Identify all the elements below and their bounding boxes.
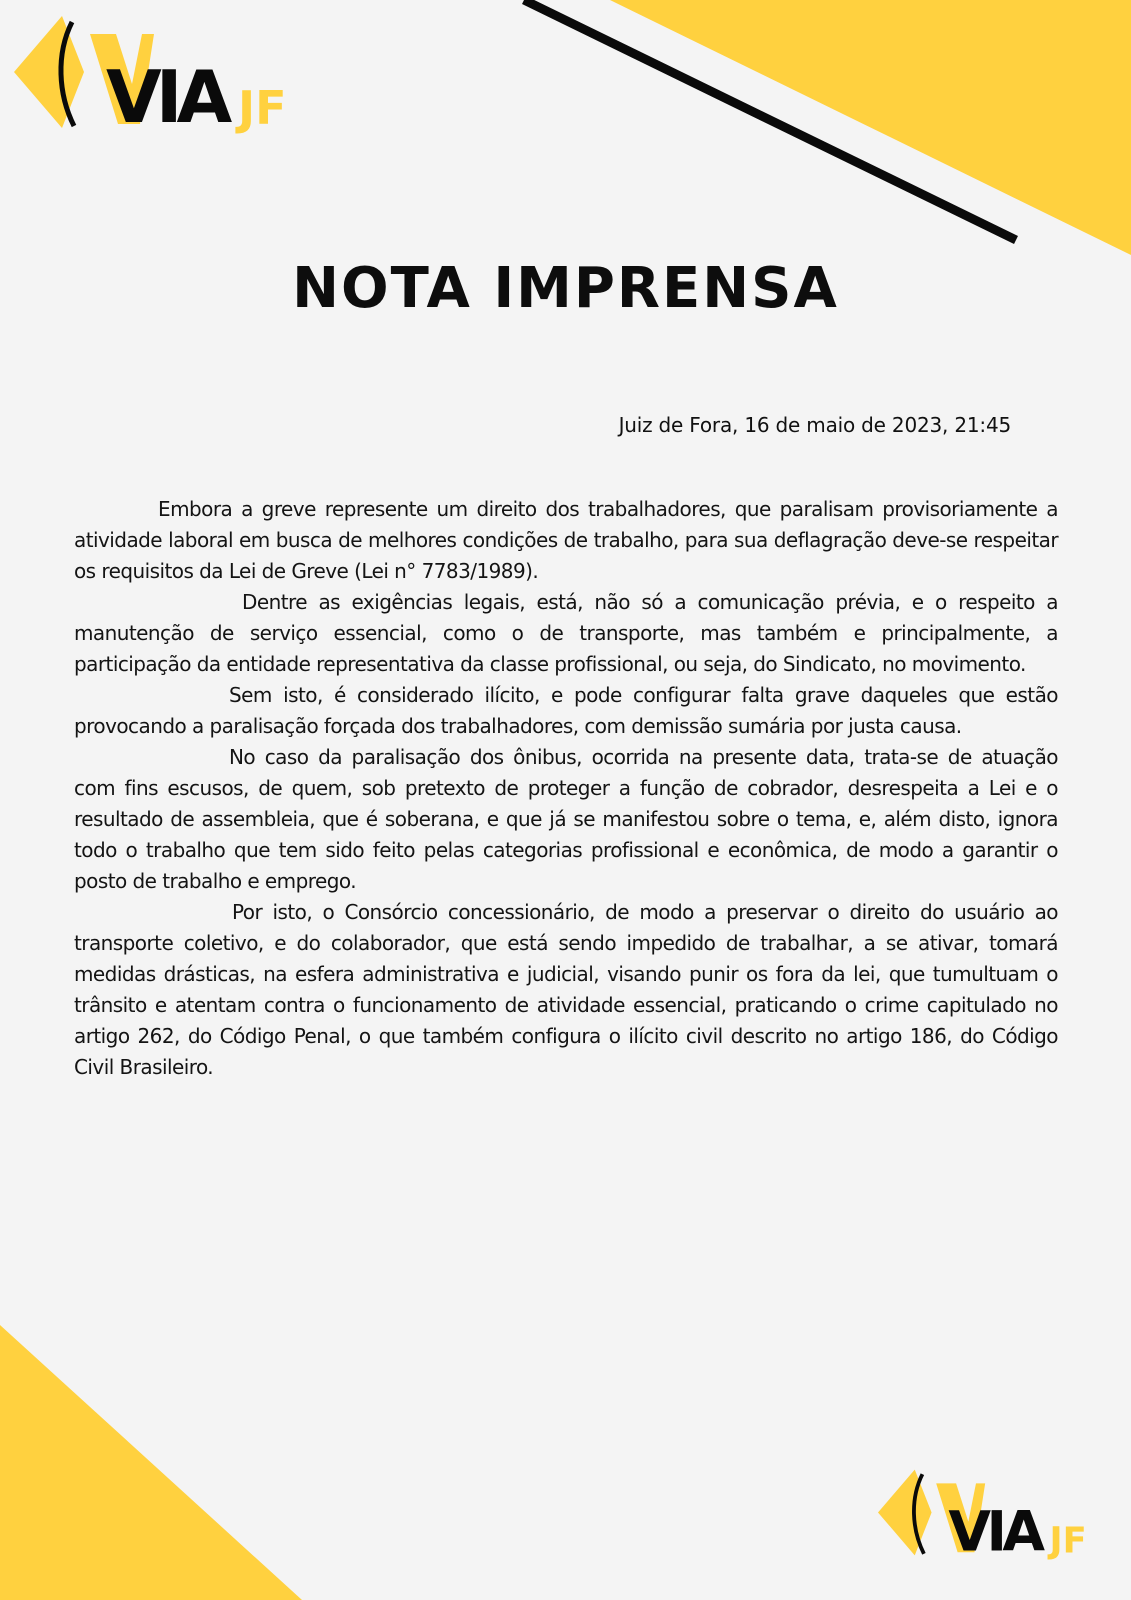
via-jf-logo-top xyxy=(14,14,304,134)
logo-diamond xyxy=(878,1470,932,1556)
paragraph-1: Embora a greve represente um direito dos trabalhadores, que paralisam provisoriamente a atividade laboral em busca de melhores condições de trabalho, para sua deflagração deve-se respeitar os requisitos da Lei de Greve (Lei n° 7783/1989). xyxy=(74,497,1058,583)
logo-diamond xyxy=(14,16,84,128)
dateline: Juiz de Fora, 16 de maio de 2023, 21:45 xyxy=(618,413,1011,437)
page-title: NOTA IMPRENSA xyxy=(292,256,839,321)
paragraph-2: Dentre as exigências legais, está, não só a comunicação prévia, e o respeito a manutenção de serviço essencial, como o de transporte, mas também e principalmente, a participação da entidade representativa da classe profissional, ou seja, do Sindicato, no movimento. xyxy=(74,590,1058,676)
top-right-yellow-triangle xyxy=(610,0,1131,255)
logo-text: VIA xyxy=(948,1499,1041,1560)
paragraph-5: Por isto, o Consórcio concessionário, de modo a preservar o direito do usuário ao transporte coletivo, e do colaborador, que está sendo impedido de trabalhar, a se ativar, tomará medidas drásticas, na esfera administrativa e judicial, visando punir os fora da lei, que tumultuam o trânsito e atentam contra o funcionamento de atividade essencial, praticando o crime capitulado no artigo 262, do Código Penal, o que também configura o ilícito civil descrito no artigo 186, do Código Civil Brasileiro. xyxy=(74,900,1058,1079)
via-jf-logo-bottom xyxy=(878,1468,1100,1560)
logo-text: VIA xyxy=(106,55,227,134)
press-release-body xyxy=(74,494,1058,1083)
logo-suffix: JF xyxy=(238,81,287,134)
paragraph-3: Sem isto, é considerado ilícito, e pode configurar falta grave daqueles que estão provocando a paralisação forçada dos trabalhadores, com demissão sumária por justa causa. xyxy=(74,683,1058,738)
paragraph-4: No caso da paralisação dos ônibus, ocorrida na presente data, trata-se de atuação com fins escusos, de quem, sob pretexto de proteger a função de cobrador, desrespeita a Lei e o resultado de assembleia, que é soberana, e que já se manifestou sobre o tema, e, além disto, ignora todo o trabalho que tem sido feito pelas categorias profissional e econômica, de modo a garantir o posto de trabalho e emprego. xyxy=(74,745,1058,893)
logo-suffix: JF xyxy=(1049,1520,1087,1560)
bottom-left-yellow-triangle xyxy=(0,1325,302,1600)
